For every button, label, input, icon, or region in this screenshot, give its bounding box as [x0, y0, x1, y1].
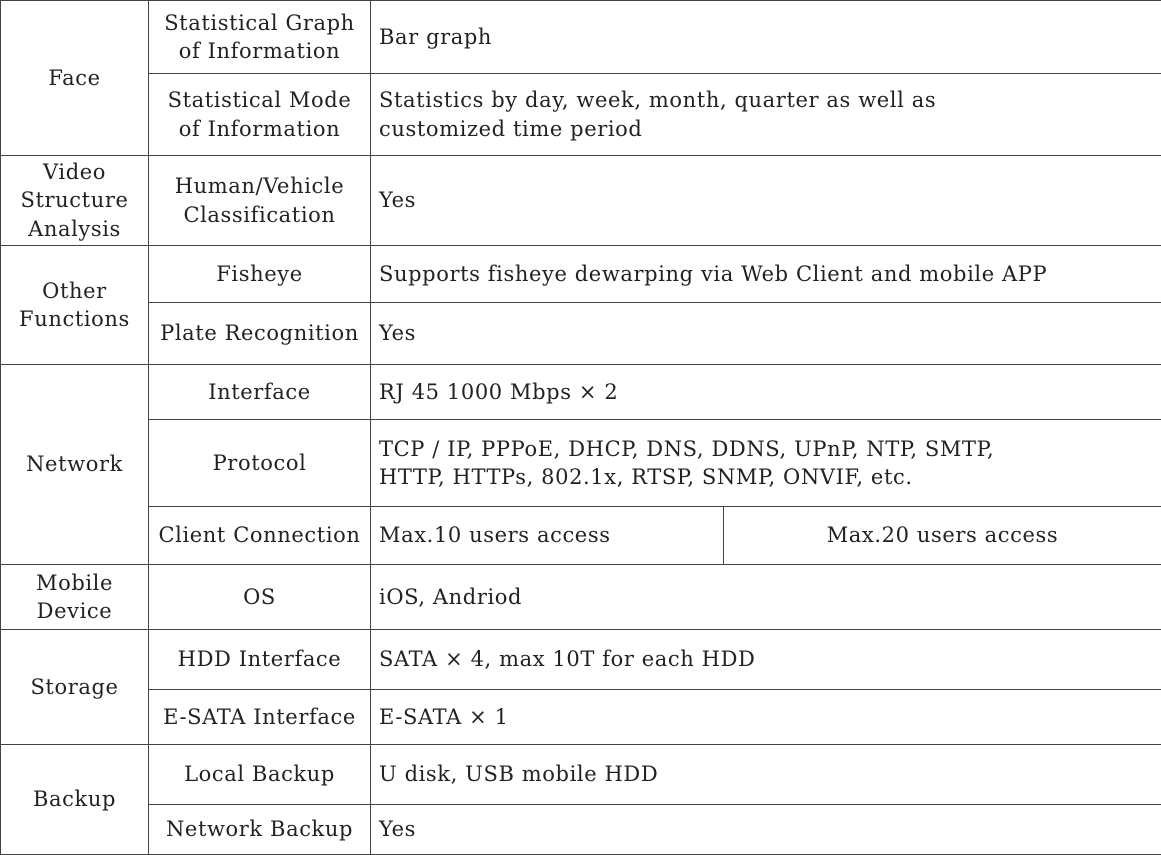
table-row	[1, 420, 1161, 507]
subcategory-statistical-graph: Statistical Graph of Information	[149, 1, 371, 74]
table-row	[1, 565, 1161, 630]
subcategory-local-backup: Local Backup	[149, 745, 371, 805]
subcategory-plate-recognition: Plate Recognition	[149, 303, 371, 365]
value-hdd-interface: SATA × 4, max 10T for each HDD	[371, 630, 1161, 690]
subcategory-client-connection: Client Connection	[149, 507, 371, 565]
value-esata-interface: E-SATA × 1	[371, 690, 1161, 745]
category-face: Face	[1, 1, 149, 156]
table-row	[1, 365, 1161, 420]
table-row	[1, 805, 1161, 855]
table-row	[1, 507, 1161, 565]
table-row	[1, 1, 1161, 74]
value-statistical-mode: Statistics by day, week, month, quarter as well as customized time period	[371, 74, 1161, 156]
subcategory-esata-interface: E-SATA Interface	[149, 690, 371, 745]
category-other-functions: Other Functions	[1, 246, 149, 365]
table-row	[1, 156, 1161, 246]
subcategory-os: OS	[149, 565, 371, 630]
category-mobile-device: Mobile Device	[1, 565, 149, 630]
subcategory-statistical-mode: Statistical Mode of Information	[149, 74, 371, 156]
value-human-vehicle-classification: Yes	[371, 156, 1161, 246]
category-network: Network	[1, 365, 149, 565]
subcategory-fisheye: Fisheye	[149, 246, 371, 303]
value-protocol: TCP / IP, PPPoE, DHCP, DNS, DDNS, UPnP, NTP, SMTP, HTTP, HTTPs, 802.1x, RTSP, SNMP, ONVIF, etc.	[371, 420, 1161, 507]
subcategory-human-vehicle-classification: Human/Vehicle Classification	[149, 156, 371, 246]
value-interface: RJ 45 1000 Mbps × 2	[371, 365, 1161, 420]
value-statistical-graph: Bar graph	[371, 1, 1161, 74]
value-local-backup: U disk, USB mobile HDD	[371, 745, 1161, 805]
table-row	[1, 690, 1161, 745]
subcategory-protocol: Protocol	[149, 420, 371, 507]
subcategory-hdd-interface: HDD Interface	[149, 630, 371, 690]
category-video-structure-analysis: Video Structure Analysis	[1, 156, 149, 246]
subcategory-interface: Interface	[149, 365, 371, 420]
value-os: iOS, Andriod	[371, 565, 1161, 630]
table-row	[1, 246, 1161, 303]
table-row	[1, 745, 1161, 805]
value-network-backup: Yes	[371, 805, 1161, 855]
table-row	[1, 630, 1161, 690]
subcategory-network-backup: Network Backup	[149, 805, 371, 855]
value-fisheye: Supports fisheye dewarping via Web Client and mobile APP	[371, 246, 1161, 303]
value-plate-recognition: Yes	[371, 303, 1161, 365]
category-storage: Storage	[1, 630, 149, 745]
value-client-connection-a: Max.10 users access	[371, 507, 724, 565]
table-row	[1, 74, 1161, 156]
value-client-connection-b: Max.20 users access	[724, 507, 1161, 565]
category-backup: Backup	[1, 745, 149, 855]
table-row	[1, 303, 1161, 365]
